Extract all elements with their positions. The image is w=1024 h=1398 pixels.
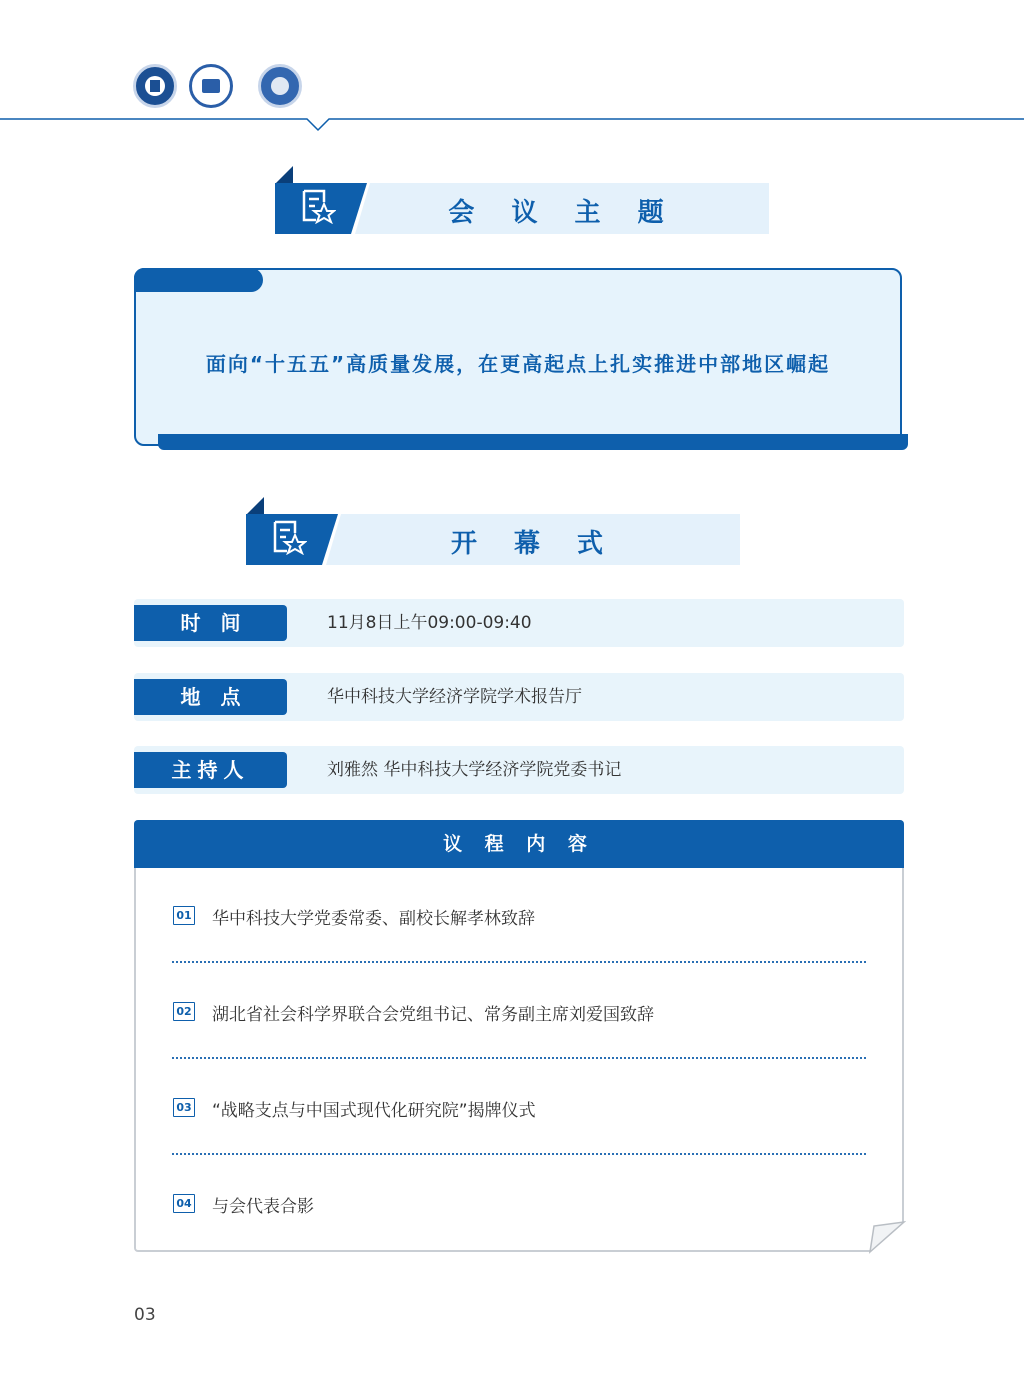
agenda-item-text: 与会代表合影: [212, 1197, 314, 1217]
agenda-number: 04: [173, 1194, 195, 1213]
agenda-item-text: “战略支点与中国式现代化研究院”揭牌仪式: [212, 1101, 536, 1121]
agenda-item-text: 湖北省社会科学界联合会党组书记、常务副主席刘爱国致辞: [212, 1005, 654, 1025]
time-value: 11月8日上午09:00-09:40: [327, 613, 532, 633]
venue-label: 地 点: [134, 679, 287, 715]
agenda-separator: [172, 1057, 866, 1059]
agenda-box: [134, 820, 904, 1252]
host-value: 刘雅然 华中科技大学经济学院党委书记: [327, 760, 622, 780]
agenda-number: 03: [173, 1098, 195, 1117]
agenda-item-text: 华中科技大学党委常委、副校长解孝林致辞: [212, 909, 535, 929]
agenda-separator: [172, 1153, 866, 1155]
agenda-number: 01: [173, 906, 195, 925]
theme-box-bottom-band: [158, 434, 908, 450]
venue-value: 华中科技大学经济学院学术报告厅: [327, 687, 582, 707]
agenda-title: 议 程 内 容: [134, 820, 904, 868]
document-star-icon: [271, 519, 307, 555]
host-label: 主持人: [134, 752, 287, 788]
header-divider: [0, 0, 1024, 140]
page-number: 03: [134, 1305, 156, 1325]
agenda-number: 02: [173, 1002, 195, 1021]
page-curl-corner: [860, 1212, 906, 1254]
time-label: 时 间: [134, 605, 287, 641]
theme-box-tab: [134, 268, 263, 292]
opening-section-title: 开 幕 式: [450, 529, 618, 559]
theme-statement: 面向“十五五”高质量发展，在更高起点上扎实推进中部地区崛起: [205, 352, 831, 376]
theme-section-title: 会 议 主 题: [448, 198, 678, 228]
document-star-icon: [300, 188, 336, 224]
agenda-separator: [172, 961, 866, 963]
